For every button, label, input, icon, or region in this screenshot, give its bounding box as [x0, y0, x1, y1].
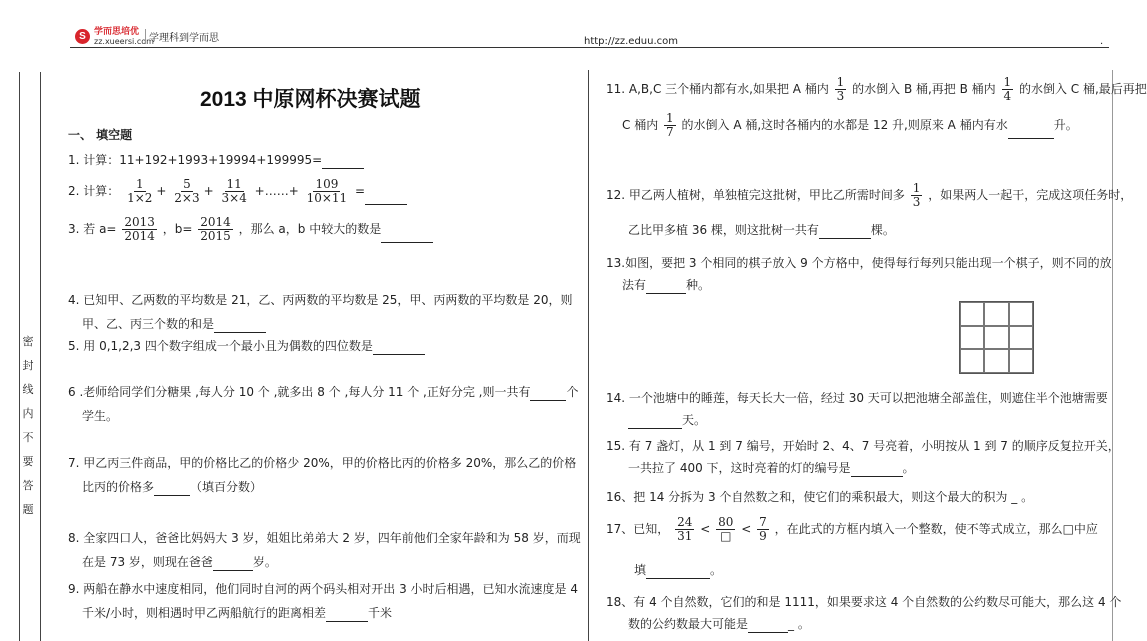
binding-line-outer [19, 72, 20, 641]
answer-blank [381, 229, 433, 243]
answer-blank [1008, 125, 1054, 139]
fraction: $\frac{24}{31}$ [677, 515, 693, 543]
answer-blank [819, 225, 871, 239]
section-heading: 一、 填空题 [68, 128, 133, 142]
answer-blank [646, 565, 710, 579]
question-11: 11. A,B,C 三个桶内都有水,如果把 A 桶内 $\frac{1}{3}$ 的水倒入 B 桶,再把 B 桶内 $\frac{1}{4}$ 的水倒入 C 桶,最后再把 [606, 75, 1147, 103]
column-divider [588, 70, 589, 641]
question-5: 5. 用 0,1,2,3 四个数字组成一个最小且为偶数的四位数是 [68, 337, 425, 355]
fraction: $\frac{80}{□}$ [718, 515, 734, 543]
question-4: 4. 已知甲、乙两数的平均数是 21，乙、丙两数的平均数是 25，甲、丙两数的平均数是 20，则 甲、乙、丙三个数的和是 [68, 293, 573, 331]
question-3: 3. 若 a= $\frac{2013}{2014}$ ，b= $\frac{2014}{2015}$ ，那么 a，b 中较大的数是 [68, 216, 433, 243]
fraction: $\frac{1}{3}$ [836, 75, 845, 103]
question-17-line2: 填 。 [634, 563, 723, 577]
fraction: $\frac{1}{4}$ [1003, 75, 1012, 103]
answer-blank [748, 619, 788, 633]
logo-name: 学而思培优 [94, 27, 140, 37]
answer-blank [628, 415, 682, 429]
answer-blank [373, 341, 425, 355]
question-2: 2. 计算： $\frac{1}{1\times 2}$ + $\frac{5}{2\times 3}$ + $\frac{11}{3\times 4}$ +……+ $\frac{109}{10\times 11}$ = [68, 178, 407, 205]
answer-blank [326, 608, 368, 622]
answer-blank [322, 155, 364, 169]
question-12: 12. 甲乙两人植树，单独植完这批树，甲比乙所需时间多 $\frac{1}{3}$ ，如果两人一起干，完成这项任务时， [606, 181, 1133, 209]
fraction: $\frac{1}{1\times 2}$ [127, 177, 153, 205]
question-7: 7. 甲乙丙三件商品，甲的价格比乙的价格少 20%，甲的价格比丙的价格多 20%，那么乙的价格 比丙的价格多 （填百分数） [68, 456, 577, 494]
fraction: $\frac{7}{9}$ [759, 515, 767, 543]
right-edge-line [1112, 70, 1113, 641]
question-12-line2: 乙比甲多植 36 棵，则这批树一共有 棵。 [628, 223, 895, 237]
seal-line-text: 密封线内不要答题 [22, 335, 34, 516]
logo-s-icon: S [75, 29, 90, 44]
fraction: $\frac{109}{10\times 11}$ [306, 177, 348, 205]
fraction: $\frac{2014}{2015}$ [200, 215, 231, 243]
question-8: 8. 全家四口人，爸爸比妈妈大 3 岁，姐姐比弟弟大 2 岁，四年前他们全家年龄和为 58 岁，而现 在是 73 岁，则现在爸爸 岁。 [68, 531, 581, 569]
answer-blank [851, 463, 903, 477]
question-13: 13.如图，要把 3 个相同的棋子放入 9 个方格中，使得每行每列只能出现一个棋子，则不同的放 法有 种。 [606, 256, 1112, 292]
answer-blank [365, 191, 407, 205]
brand-logo [75, 27, 154, 46]
answer-blank [154, 482, 190, 496]
question-15: 15. 有 7 盏灯，从 1 到 7 编号，开始时 2、4、7 号亮着，小明按从 1 到 7 的顺序反复拉开关， 一共拉了 400 下，这时亮着的灯的编号是 。 [606, 439, 1120, 475]
fraction: $\frac{1}{3}$ [912, 181, 921, 209]
answer-blank [213, 557, 253, 571]
question-11-line2: C 桶内 $\frac{1}{7}$ 的水倒入 A 桶,这时各桶内的水都是 12 升,则原来 A 桶内有水 升。 [622, 111, 1078, 139]
question-9: 9. 两船在静水中速度相同，他们同时自河的两个码头相对开出 3 小时后相遇，已知水流速度是 4 千米/小时，则相遇时甲乙两船航行的距离相差 千米 [68, 582, 578, 620]
fraction: $\frac{11}{3\times 4}$ [221, 177, 247, 205]
logo-url: zz.xueersi.com [94, 37, 154, 46]
question-18: 18、有 4 个自然数，它们的和是 1111，如果要求这 4 个自然数的公约数尽可能大，那么这 4 个 数的公约数最大可能是 _ 。 [606, 595, 1122, 631]
page-title: 2013 中原网杯决赛试题 [200, 88, 421, 111]
question-14: 14. 一个池塘中的睡莲，每天长大一倍，经过 30 天可以把池塘全部盖住，则遮住半个池塘需要 天。 [606, 391, 1108, 427]
site-url: http://zz.eduu.com [584, 36, 679, 47]
question-6: 6 .老师给同学们分糖果 ,每人分 10 个 ,就多出 8 个 ,每人分 11 个 ,正好分完 ,则一共有 个 学生。 [68, 385, 579, 423]
question-17: 17、已知， $\frac{24}{31}$ < $\frac{80}{□}$ < $\frac{7}{9}$ ，在此式的方框内填入一个整数，使不等式成立，那么□中应 [606, 515, 1098, 543]
question-16: 16、把 14 分拆为 3 个自然数之和，使它们的乘积最大，则这个最大的积为 _ 。 [606, 490, 1034, 504]
question-1: 1. 计算：11+192+1993+19994+199995= [68, 151, 364, 169]
answer-blank [530, 387, 566, 401]
slogan: 学理科到学而思 [145, 29, 219, 44]
answer-blank [214, 319, 266, 333]
fraction: $\frac{2013}{2014}$ [124, 215, 155, 243]
fraction: $\frac{5}{2\times 3}$ [174, 177, 200, 205]
chess-grid-3x3 [959, 301, 1034, 374]
header-rule [70, 47, 1109, 48]
fraction: $\frac{1}{7}$ [666, 111, 674, 139]
answer-blank [646, 280, 686, 294]
header-dot: . [1100, 36, 1104, 47]
binding-line-inner [40, 72, 41, 641]
